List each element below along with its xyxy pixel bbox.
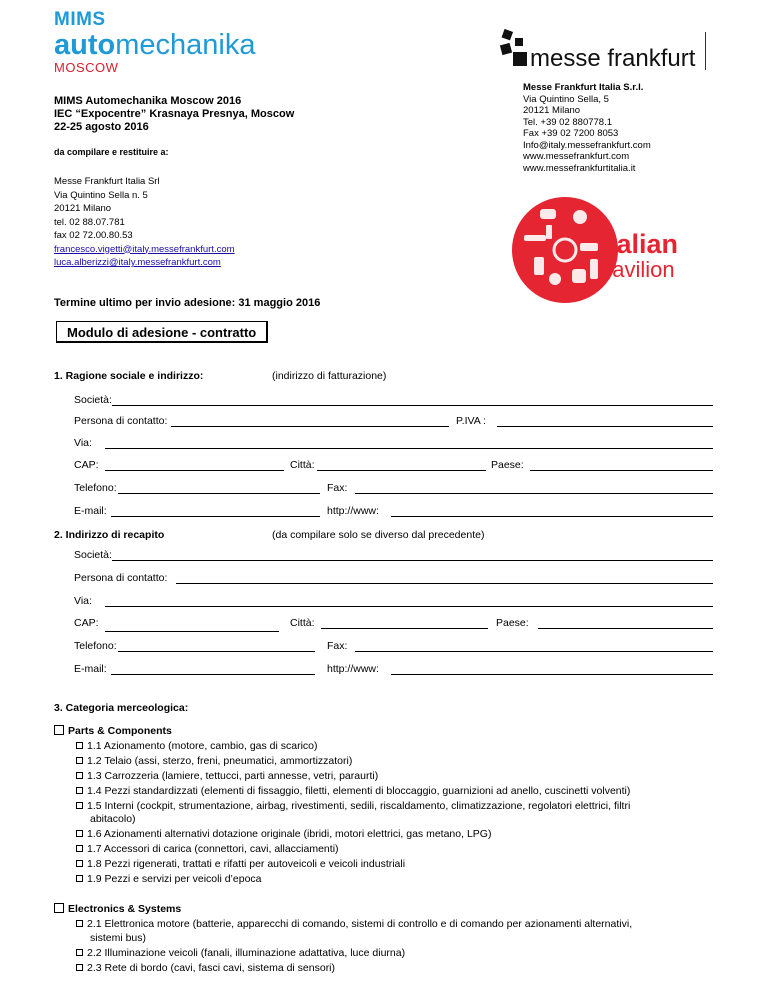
- messe-frankfurt-logo-icon: [497, 28, 533, 70]
- checkbox[interactable]: [76, 802, 83, 809]
- section1-note: (indirizzo di fatturazione): [272, 370, 387, 382]
- s1-via-field[interactable]: [105, 448, 713, 449]
- list-item[interactable]: 1.8 Pezzi rigenerati, trattati e rifatti per autoveicoli e veicoli industriali: [76, 858, 405, 871]
- s1-persona-label: Persona di contatto:: [74, 415, 168, 427]
- list-item[interactable]: 1.7 Accessori di carica (connettori, cavi, allacciamenti): [76, 843, 339, 856]
- s1-telefono-field[interactable]: [118, 493, 320, 494]
- list-item[interactable]: 1.6 Azionamenti alternativi dotazione originale (ibridi, motori elettrici, gas metano, LPG): [76, 828, 491, 841]
- checkbox[interactable]: [76, 845, 83, 852]
- pavilion-title: italian: [600, 229, 679, 259]
- s1-via-label: Via:: [74, 437, 92, 449]
- s2-telefono-label: Telefono:: [74, 640, 117, 652]
- s2-via-label: Via:: [74, 595, 92, 607]
- list-item[interactable]: 1.2 Telaio (assi, sterzo, freni, pneumatici, ammortizzatori): [76, 755, 352, 768]
- s1-fax-label: Fax:: [327, 482, 348, 494]
- checkbox[interactable]: [76, 964, 83, 971]
- s1-societa-field[interactable]: [112, 405, 713, 406]
- list-item[interactable]: 1.9 Pezzi e servizi per veicoli d’epoca: [76, 873, 262, 886]
- list-item-continuation: abitacolo): [90, 813, 136, 825]
- s2-societa-field[interactable]: [112, 560, 713, 561]
- event-info: MIMS Automechanika Moscow 2016 IEC “Expocentre” Krasnaya Presnya, Moscow 22-25 agosto 2016: [54, 95, 295, 133]
- logo-divider: [705, 32, 706, 70]
- email-link-alberizzi[interactable]: luca.alberizzi@italy.messefrankfurt.com: [54, 257, 221, 268]
- s2-http-field[interactable]: [391, 674, 713, 675]
- list-item[interactable]: 1.1 Azionamento (motore, cambio, gas di scarico): [76, 740, 318, 753]
- category-parts-components[interactable]: Parts & Components: [54, 725, 172, 737]
- moscow-logo-text: MOSCOW: [54, 60, 119, 75]
- s1-http-field[interactable]: [391, 516, 713, 517]
- s1-persona-field[interactable]: [171, 426, 449, 427]
- category-checkbox[interactable]: [54, 903, 64, 913]
- s1-citta-label: Città:: [290, 459, 315, 471]
- list-item[interactable]: 2.3 Rete di bordo (cavi, fasci cavi, sistema di sensori): [76, 962, 335, 975]
- category-checkbox[interactable]: [54, 725, 64, 735]
- pavilion-subtitle: pavilion: [600, 257, 675, 282]
- s1-paese-field[interactable]: [530, 470, 713, 471]
- s2-persona-field[interactable]: [176, 583, 713, 584]
- checkbox[interactable]: [76, 860, 83, 867]
- checkbox[interactable]: [76, 949, 83, 956]
- checkbox[interactable]: [76, 742, 83, 749]
- checkbox[interactable]: [76, 772, 83, 779]
- list-item[interactable]: 2.2 Illuminazione veicoli (fanali, illuminazione adattativa, luce diurna): [76, 947, 405, 960]
- s1-paese-label: Paese:: [491, 459, 524, 471]
- email-link-vigetti[interactable]: francesco.vigetti@italy.messefrankfurt.com: [54, 243, 235, 255]
- form-title: Modulo di adesione - contratto: [56, 321, 268, 343]
- list-item[interactable]: 1.4 Pezzi standardizzati (elementi di fissaggio, filetti, elementi di bloccaggio, guarnizioni ad anello, cuscinetti volventi): [76, 785, 630, 798]
- section2-note: (da compilare solo se diverso dal precedente): [272, 529, 485, 541]
- s1-citta-field[interactable]: [317, 470, 486, 471]
- s2-citta-field[interactable]: [321, 628, 488, 629]
- section3-title: 3. Categoria merceologica:: [54, 702, 189, 714]
- s2-http-label: http://www:: [327, 663, 379, 675]
- s2-paese-field[interactable]: [538, 628, 713, 629]
- automechanika-logo-text: automechanika: [54, 29, 256, 61]
- s2-fax-label: Fax:: [327, 640, 348, 652]
- s2-paese-label: Paese:: [496, 617, 529, 629]
- s1-cap-field[interactable]: [105, 470, 284, 471]
- s2-cap-label: CAP:: [74, 617, 99, 629]
- s2-societa-label: Società:: [74, 549, 112, 561]
- s1-http-label: http://www:: [327, 505, 379, 517]
- s1-email-label: E-mail:: [74, 505, 107, 517]
- return-contact: Messe Frankfurt Italia Srl Via Quintino Sella n. 5 20121 Milano tel. 02 88.07.781 fax 02 72.00.80.53 francesco.vigetti@italy.messefrankfurt.com luca.alberizzi@italy.messefrankfurt.com: [54, 176, 235, 268]
- s1-fax-field[interactable]: [355, 493, 713, 494]
- s2-cap-field[interactable]: [105, 631, 279, 632]
- compile-label: da compilare e restituire a:: [54, 147, 169, 157]
- company-address: Messe Frankfurt Italia S.r.l. Via Quintino Sella, 5 20121 Milano Tel. +39 02 880778.1 Fax +39 02 7200 8053 Info@italy.messefrankfurt.com www.messefrankfurt.com www.messefrankfurtitalia.it: [523, 82, 651, 174]
- checkbox[interactable]: [76, 875, 83, 882]
- list-item[interactable]: 2.1 Elettronica motore (batterie, apparecchi di comando, sistemi di controllo e di comando per azionamenti alternativi,: [76, 918, 632, 931]
- mims-logo-text: MIMS: [54, 9, 106, 30]
- category-electronics-systems[interactable]: Electronics & Systems: [54, 903, 181, 915]
- s2-fax-field[interactable]: [355, 651, 713, 652]
- checkbox[interactable]: [76, 920, 83, 927]
- s2-citta-label: Città:: [290, 617, 315, 629]
- section2-title: 2. Indirizzo di recapito: [54, 529, 165, 541]
- s2-telefono-field[interactable]: [118, 651, 315, 652]
- s1-telefono-label: Telefono:: [74, 482, 117, 494]
- messe-frankfurt-logo-text: messe frankfurt: [530, 45, 696, 72]
- s1-cap-label: CAP:: [74, 459, 99, 471]
- s2-email-field[interactable]: [111, 674, 315, 675]
- s1-piva-label: P.IVA :: [456, 415, 486, 427]
- s2-via-field[interactable]: [105, 606, 713, 607]
- list-item-continuation: sistemi bus): [90, 932, 147, 944]
- s2-email-label: E-mail:: [74, 663, 107, 675]
- checkbox[interactable]: [76, 757, 83, 764]
- s1-societa-label: Società:: [74, 394, 112, 406]
- list-item[interactable]: 1.3 Carrozzeria (lamiere, tettucci, parti annesse, vetri, paraurti): [76, 770, 378, 783]
- section1-title: 1. Ragione sociale e indirizzo:: [54, 370, 204, 382]
- s2-persona-label: Persona di contatto:: [74, 572, 168, 584]
- s1-email-field[interactable]: [111, 516, 320, 517]
- checkbox[interactable]: [76, 787, 83, 794]
- checkbox[interactable]: [76, 830, 83, 837]
- list-item[interactable]: 1.5 Interni (cockpit, strumentazione, airbag, rivestimenti, sedili, riscaldamento, climatizzazione, regolatori elettrici, filtri: [76, 800, 630, 813]
- deadline: Termine ultimo per invio adesione: 31 maggio 2016: [54, 297, 321, 309]
- s1-piva-field[interactable]: [497, 426, 713, 427]
